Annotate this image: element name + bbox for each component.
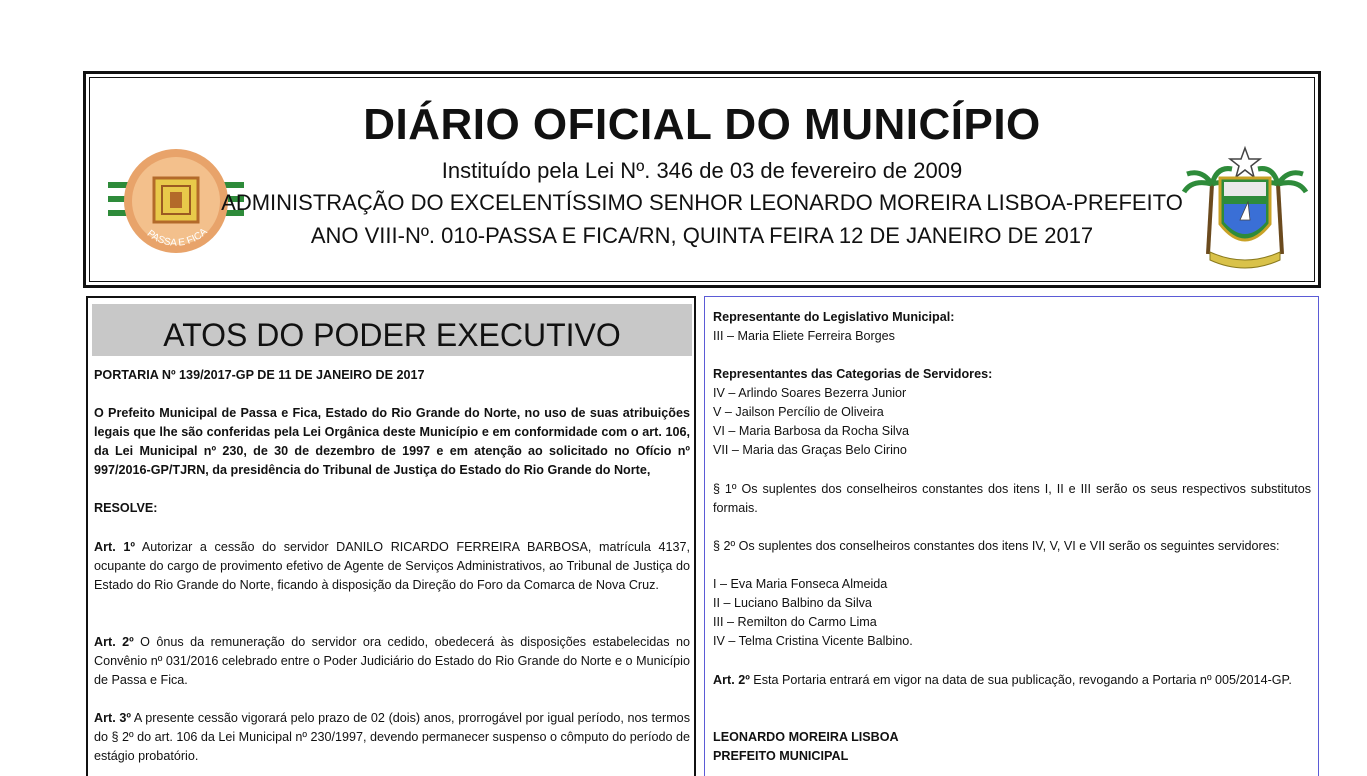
paragraph-2: § 2º Os suplentes dos conselheiros constantes dos itens IV, V, VI e VII serão os seguintes servidores:	[713, 539, 1280, 553]
list-item: V – Jailson Percílio de Oliveira	[713, 405, 884, 419]
legislativo-heading: Representante do Legislativo Municipal:	[713, 310, 955, 324]
article-1	[94, 538, 690, 595]
article-1-text: Autorizar a cessão do servidor DANILO RICARDO FERREIRA BARBOSA, matrícula 4137, ocupante do cargo de provimento efetivo de Agente de Serviços Administrativos, ao Tribunal de Justiça do Estado do Rio Grande do Norte, ficando à disposição da Direção do Foro da Comarca de Nova Cruz.	[94, 540, 690, 592]
legislativo-item: III – Maria Eliete Ferreira Borges	[713, 329, 895, 343]
article-2-label: Art. 2º	[94, 635, 134, 649]
section-title: ATOS DO PODER EXECUTIVO	[92, 304, 692, 356]
header-subtitle-administration: ADMINISTRAÇÃO DO EXCELENTÍSSIMO SENHOR LEONARDO MOREIRA LISBOA-PREFEITO	[221, 190, 1183, 215]
header-subtitle-edition: ANO VIII-Nº. 010-PASSA E FICA/RN, QUINTA FEIRA 12 DE JANEIRO DE 2017	[310, 223, 1094, 248]
resolve-label: RESOLVE:	[94, 501, 158, 515]
article-2-right	[713, 671, 1311, 690]
list-item: I – Eva Maria Fonseca Almeida	[713, 577, 888, 591]
state-coat-of-arms	[1180, 144, 1310, 274]
left-column	[86, 296, 696, 776]
signature-role: PREFEITO MUNICIPAL	[713, 749, 849, 763]
masthead-inner-border	[89, 77, 1315, 282]
list-item: VI – Maria Barbosa da Rocha Silva	[713, 424, 910, 438]
servidores-heading: Representantes das Categorias de Servidores:	[713, 367, 993, 381]
list-item: IV – Arlindo Soares Bezerra Junior	[713, 386, 907, 400]
portaria-preamble: O Prefeito Municipal de Passa e Fica, Estado do Rio Grande do Norte, no uso de suas atribuições legais que lhe são conferidas pela Lei Orgânica deste Município e em conformidade com o art. 106, da Lei Municipal nº 230, de 30 de dezembro de 1997 e em atenção ao solicitado no Ofício nº 997/2016-GP/TJRN, da presidência do Tribunal de Justiça do Estado do Rio Grande do Norte,	[94, 406, 690, 477]
logo-caption: PASSA E FICA	[144, 226, 210, 249]
article-3-text: A presente cessão vigorará pelo prazo de 02 (dois) anos, prorrogável por igual período, nos termos do § 2º do art. 106 da Lei Municipal nº 230/1997, devendo permanecer suspenso o cômputo do período de estágio probatório.	[94, 711, 690, 763]
article-2	[94, 633, 690, 690]
article-3-label: Art. 3º	[94, 711, 131, 725]
list-item: IV – Telma Cristina Vicente Balbino.	[713, 634, 913, 648]
list-item: III – Remilton do Carmo Lima	[713, 615, 877, 629]
list-item: VII – Maria das Graças Belo Cirino	[713, 443, 907, 457]
article-1-label: Art. 1º	[94, 540, 135, 554]
header-subtitle-law: Instituído pela Lei Nº. 346 de 03 de fevereiro de 2009	[441, 158, 963, 183]
page-title: DIÁRIO OFICIAL DO MUNICÍPIO	[363, 100, 1041, 149]
article-2-right-text: Esta Portaria entrará em vigor na data de sua publicação, revogando a Portaria nº 005/2014-GP.	[749, 673, 1292, 687]
masthead	[83, 71, 1321, 288]
article-2-text: O ônus da remuneração do servidor ora cedido, obedecerá às disposições estabelecidas no Convênio nº 031/2016 celebrado entre o Poder Judiciário do Estado do Rio Grande do Norte e o Município de Passa e Fica.	[94, 635, 690, 687]
right-column	[704, 296, 1319, 776]
article-2-right-label: Art. 2º	[713, 673, 750, 687]
article-3	[94, 709, 690, 766]
portaria-title: PORTARIA Nº 139/2017-GP DE 11 DE JANEIRO DE 2017	[94, 368, 425, 382]
signature-name: LEONARDO MOREIRA LISBOA	[713, 730, 899, 744]
list-item: II – Luciano Balbino da Silva	[713, 596, 872, 610]
paragraph-1: § 1º Os suplentes dos conselheiros constantes dos itens I, II e III serão os seus respectivos substitutos formais.	[713, 482, 1311, 515]
